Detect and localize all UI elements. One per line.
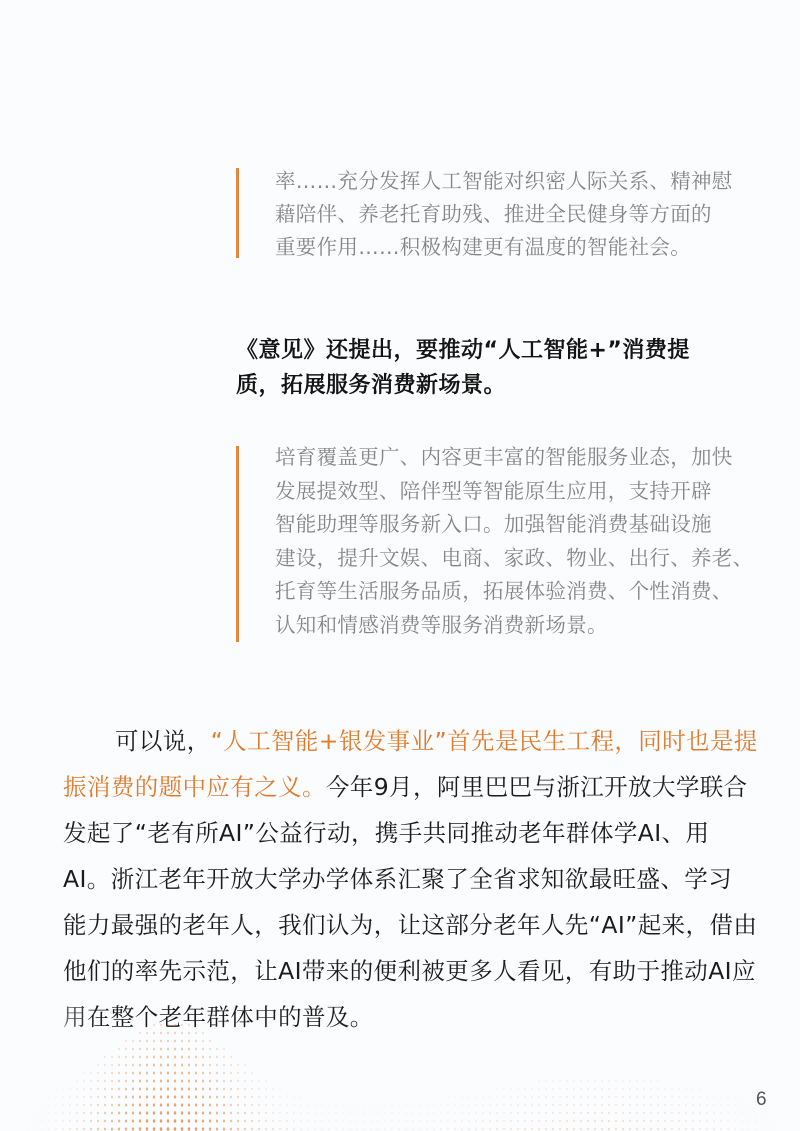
heading-line: 《意见》还提出，要推动“人工智能+”消费提 — [236, 338, 690, 363]
quote-text — [275, 165, 736, 264]
quote-line: 建设，提升文娱、电商、家政、物业、出行、养老、 — [275, 545, 754, 570]
highlighted-text: “人工智能+银发事业”首先是民生工程，同时也是提 — [210, 727, 758, 755]
body-text: 可以说， — [115, 727, 211, 755]
quote-line: 藉陪伴、养老托育助残、推进全民健身等方面的 — [275, 202, 712, 226]
quote-line: 培育覆盖更广、内容更丰富的智能服务业态，加快 — [275, 445, 733, 469]
body-line: 发起了“老有所AI”公益行动，携手共同推动老年群体学AI、用 — [63, 819, 710, 847]
highlighted-text: 振消费的题中应有之义。 — [63, 773, 326, 801]
quote-text — [275, 441, 754, 642]
body-line: 能力最强的老年人，我们认为，让这部分老年人先“AI”起来，借由 — [63, 911, 758, 939]
policy-quote-block-1 — [236, 168, 736, 258]
quote-line: 重要作用……积极构建更有温度的智能社会。 — [275, 235, 691, 259]
section-heading — [236, 333, 736, 403]
quote-line: 托育等生活服务品质，拓展体验消费、个性消费、 — [275, 579, 733, 603]
heading-line: 质，拓展服务消费新场景。 — [236, 373, 507, 398]
page-number: 6 — [756, 1089, 767, 1110]
body-line: 他们的率先示范，让AI带来的便利被更多人看见，有助于推动AI应 — [63, 957, 756, 985]
body-line — [63, 718, 758, 764]
body-line — [63, 764, 748, 810]
policy-quote-block-2 — [236, 445, 754, 642]
body-line: AI。浙江老年开放大学办学体系汇聚了全省求知欲最旺盛、学习 — [63, 865, 733, 893]
quote-line: 率……充分发挥人工智能对织密人际关系、精神慰 — [275, 169, 733, 193]
quote-line: 发展提效型、陪伴型等智能原生应用，支持开辟 — [275, 478, 712, 503]
decorative-dot-wave — [0, 991, 800, 1131]
quote-line: 智能助理等服务新入口。加强智能消费基础设施 — [275, 512, 712, 536]
body-text: 今年9月，阿里巴巴与浙江开放大学联合 — [325, 773, 748, 801]
quote-line: 认知和情感消费等服务消费新场景。 — [275, 612, 608, 637]
